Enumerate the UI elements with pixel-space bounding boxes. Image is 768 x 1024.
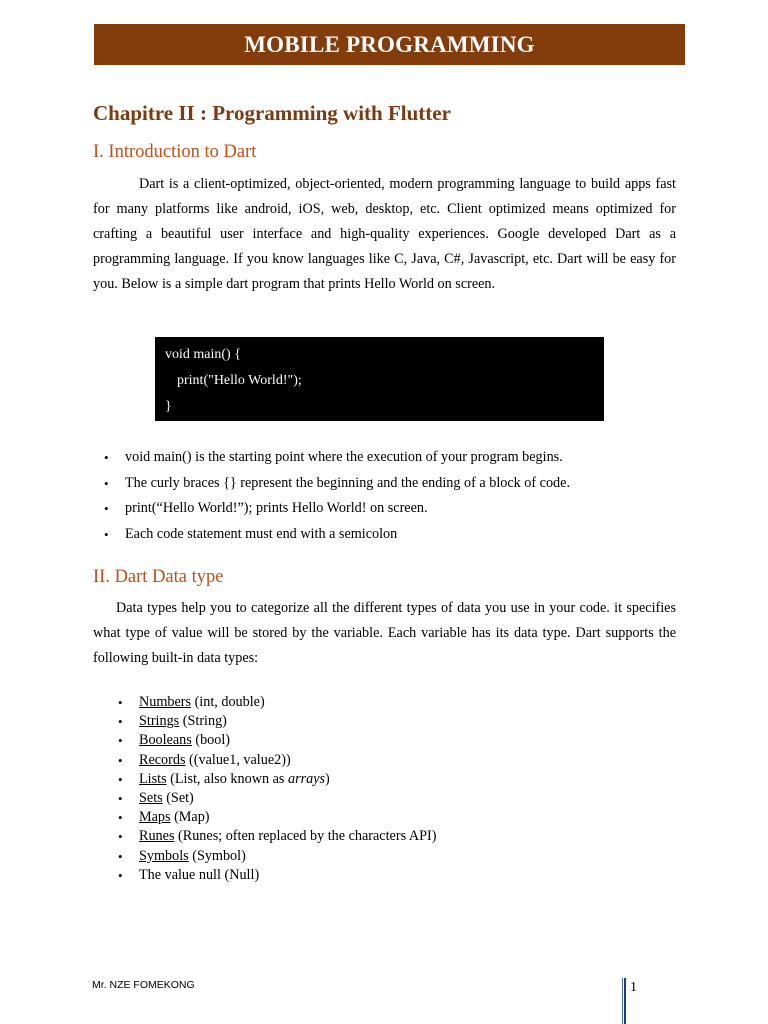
data-type-detail: (Map) [170,809,210,826]
list-item: • void main() is the starting point where the execution of your program begins. [104,445,570,471]
list-item [118,751,436,770]
data-type-detail: (bool) [191,732,231,749]
data-type-term: Strings [139,713,180,730]
list-item [118,731,436,750]
data-type-detail: (Set) [162,790,194,807]
code-line: print("Hello World!"); [177,373,302,388]
list-item [118,808,436,827]
data-type-detail: (String) [179,713,227,730]
list-item [118,866,436,885]
data-type-term: Numbers [139,694,192,710]
data-type-detail: (List, also known as [166,770,288,787]
data-type-term: Sets [139,790,163,807]
list-item: • Each code statement must end with a semicolon [104,522,570,548]
intro-paragraph: Dart is a client-optimized, object-oriented, modern programming language to build apps fast for many platforms like android, iOS, web, desktop, etc. Client optimized means optimized for crafting a beautiful user interface and high-quality experiences. Google developed Dart as a programming language. If you know languages like C, Java, C#, Javascript, etc. Dart will be easy for you. Below is a simple dart program that prints Hello World on screen. [93,176,676,292]
data-type-term: Lists [139,770,167,787]
list-item [118,770,436,789]
footer-author: Mr. NZE FOMEKONG [92,979,195,991]
data-type-term: Symbols [139,847,189,864]
chapter-title: Chapitre II : Programming with Flutter [93,101,451,125]
list-item [118,827,436,846]
footer-divider [622,978,623,1024]
list-item: • print(“Hello World!”); prints Hello World! on screen. [104,496,570,522]
data-type-detail-tail: ) [325,770,330,787]
section-heading-data-type: II. Dart Data type [93,567,224,587]
document-banner [94,24,685,65]
code-line: } [165,399,172,414]
list-item [118,789,436,808]
data-types-list [118,693,436,885]
data-type-emphasis: arrays [287,770,326,787]
list-item: • The curly braces {} represent the beginning and the ending of a block of code. [104,471,570,497]
data-type-detail: (int, double) [191,694,265,710]
data-type-term: Maps [139,809,171,826]
footer-divider [624,978,626,1024]
data-type-term: Booleans [139,732,192,749]
page-number: 1 [630,980,637,995]
data-type-plain: The value null (Null) [139,866,260,883]
data-type-term: Runes [139,828,175,845]
list-item [118,693,436,712]
data-type-detail: ((value1, value2)) [185,751,291,768]
data-type-term: Records [139,751,186,768]
banner-title: MOBILE PROGRAMMING [244,31,535,57]
section-heading-introduction: I. Introduction to Dart [93,142,257,162]
code-notes-list [104,445,570,547]
data-type-detail: (Symbol) [188,847,246,864]
code-block [155,337,604,421]
data-type-detail: (Runes; often replaced by the characters API) [174,828,437,845]
data-types-paragraph: Data types help you to categorize all the different types of data you use in your code. it specifies what type of value will be stored by the variable. Each variable has its data type. Dart supports the following built-in data types: [93,600,676,666]
list-item [118,712,436,731]
code-line: void main() { [165,347,241,362]
list-item [118,847,436,866]
